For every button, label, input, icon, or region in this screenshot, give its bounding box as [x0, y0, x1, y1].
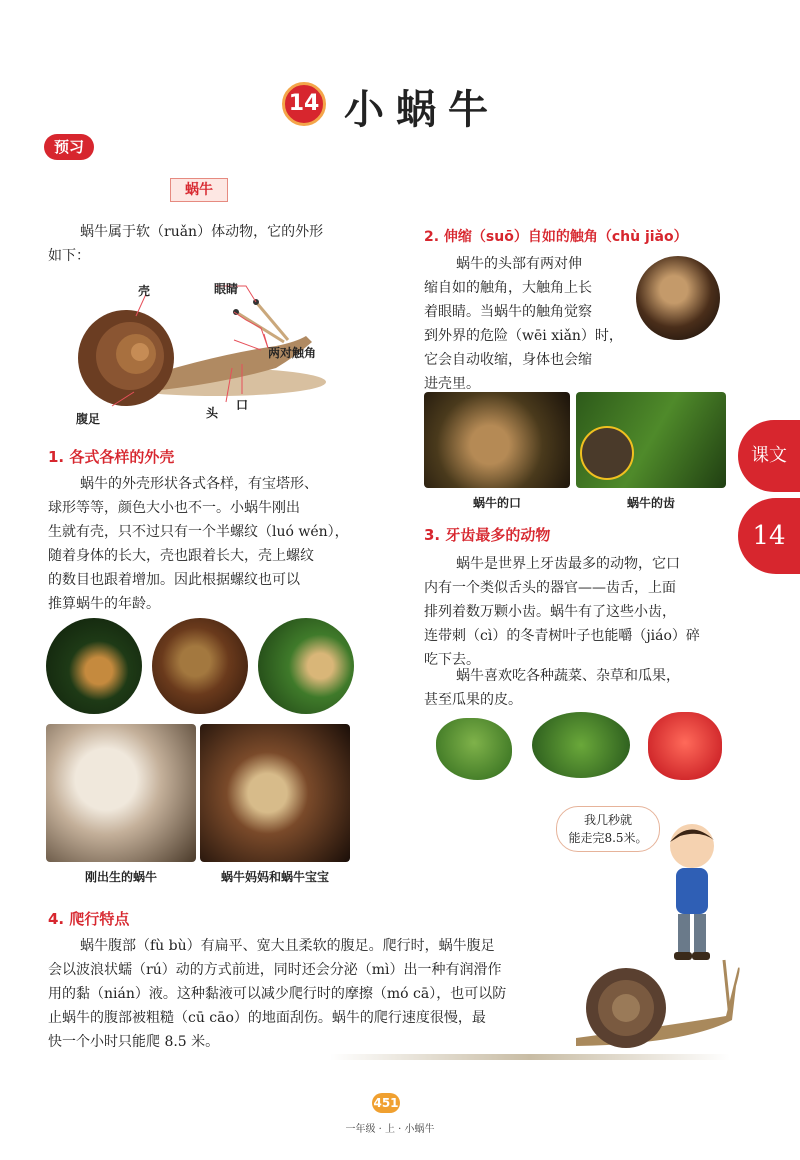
- snail-family-photo: [200, 724, 350, 862]
- caption-family: 蜗牛妈妈和蜗牛宝宝: [220, 870, 329, 884]
- section3-line: 吃下去。: [424, 652, 480, 668]
- label-mouth: 口: [236, 398, 249, 412]
- section3-line: 甚至瓜果的皮。: [424, 692, 522, 708]
- section2-line: 进壳里。: [424, 376, 480, 392]
- snail-tag: 蜗牛: [170, 178, 228, 202]
- section1-line: 推算蜗牛的年龄。: [48, 596, 160, 612]
- section2-line: 它会自动收缩，身体也会缩: [424, 352, 592, 368]
- section2-heading: 2. 伸缩（suō）自如的触角（chù jiǎo）: [424, 229, 688, 245]
- snail-mouth-photo: [424, 392, 570, 488]
- section3-line: 排列着数万颗小齿。蜗牛有了这些小齿，: [424, 604, 676, 620]
- section3-line: 连带刺（cì）的冬青树叶子也能嚼（jiáo）碎: [424, 628, 700, 644]
- newborn-snail-photo: [46, 724, 196, 862]
- strawberry-image: [648, 712, 722, 780]
- ground-decoration: [330, 1054, 730, 1060]
- section1-line: 随着身体的长大，壳也跟着长大，壳上螺纹: [48, 548, 314, 564]
- snail-illustration: [566, 946, 746, 1056]
- caption-teeth: 蜗牛的齿: [626, 496, 675, 510]
- footer-text: 一年级 · 上 · 小蜗牛: [345, 1124, 435, 1135]
- teeth-zoom-circle: [580, 426, 634, 480]
- preview-tag: 预习: [44, 134, 94, 160]
- section4-line: 会以波浪状蠕（rú）动的方式前进，同时还会分泌（mì）出一种有润滑作: [48, 962, 502, 978]
- side-tab-lesson-number[interactable]: 14: [738, 498, 800, 574]
- section4-heading: 4. 爬行特点: [48, 910, 130, 928]
- section2-line: 到外界的危险（wēi xiǎn）时，: [424, 328, 623, 344]
- page-number: 451: [372, 1093, 400, 1113]
- section1-line: 的数目也跟着增加。因此根据螺纹也可以: [48, 572, 300, 588]
- section3-line: 蜗牛是世界上牙齿最多的动物，它口: [456, 556, 680, 572]
- section1-heading: 1. 各式各样的外壳: [48, 448, 175, 466]
- speech-line-2: 能走完8.5米。: [568, 831, 648, 845]
- section1-line: 蜗牛的外壳形状各式各样，有宝塔形、: [80, 476, 318, 492]
- label-foot: 腹足: [76, 412, 101, 426]
- section3-line: 蜗牛喜欢吃各种蔬菜、杂草和瓜果，: [456, 668, 680, 684]
- label-head: 头: [206, 406, 219, 420]
- lesson-number-badge: 14: [282, 82, 326, 126]
- page-title: 小蜗牛: [344, 86, 500, 133]
- caption-mouth: 蜗牛的口: [472, 496, 521, 510]
- section4-line: 止蜗牛的腹部被粗糙（cū cāo）的地面刮伤。蜗牛的爬行速度很慢，最: [48, 1010, 486, 1026]
- caption-newborn: 刚出生的蜗牛: [84, 870, 157, 884]
- section2-line: 着眼睛。当蜗牛的触角觉察: [424, 304, 592, 320]
- shell-photo-2: [152, 618, 248, 714]
- section4-line: 快一个小时只能爬 8.5 米。: [48, 1034, 220, 1050]
- section4-line: 用的黏（nián）液。这种黏液可以减少爬行时的摩擦（mó cā），也可以防: [48, 986, 507, 1002]
- shell-photo-1: [46, 618, 142, 714]
- side-tab-kewen[interactable]: 课文: [738, 420, 800, 492]
- section2-line: 蜗牛的头部有两对伸: [456, 256, 582, 272]
- speech-line-1: 我几秒就: [583, 813, 632, 827]
- intro-line-1: 蜗牛属于软（ruǎn）体动物，它的外形: [80, 224, 324, 240]
- section3-line: 内有一个类似舌头的器官——齿舌，上面: [424, 580, 676, 596]
- label-eyes: 眼睛: [214, 282, 239, 296]
- section2-line: 缩自如的触角，大触角上长: [424, 280, 592, 296]
- section4-line: 蜗牛腹部（fù bù）有扁平、宽大且柔软的腹足。爬行时，蜗牛腹足: [80, 938, 495, 954]
- intro-line-2: 如下：: [48, 248, 90, 264]
- section1-line: 球形等等，颜色大小也不一。小蜗牛刚出: [48, 500, 300, 516]
- label-tentacles: 两对触角: [268, 346, 317, 360]
- speech-bubble: [556, 806, 660, 852]
- section3-heading: 3. 牙齿最多的动物: [424, 526, 551, 544]
- lettuce-image: [436, 718, 512, 780]
- label-shell: 壳: [138, 284, 151, 298]
- section1-line: 生就有壳，只不过只有一个半螺纹（luó wén），: [48, 524, 349, 540]
- grass-image: [532, 712, 630, 778]
- shell-photo-3: [258, 618, 354, 714]
- tentacle-photo: [636, 256, 720, 340]
